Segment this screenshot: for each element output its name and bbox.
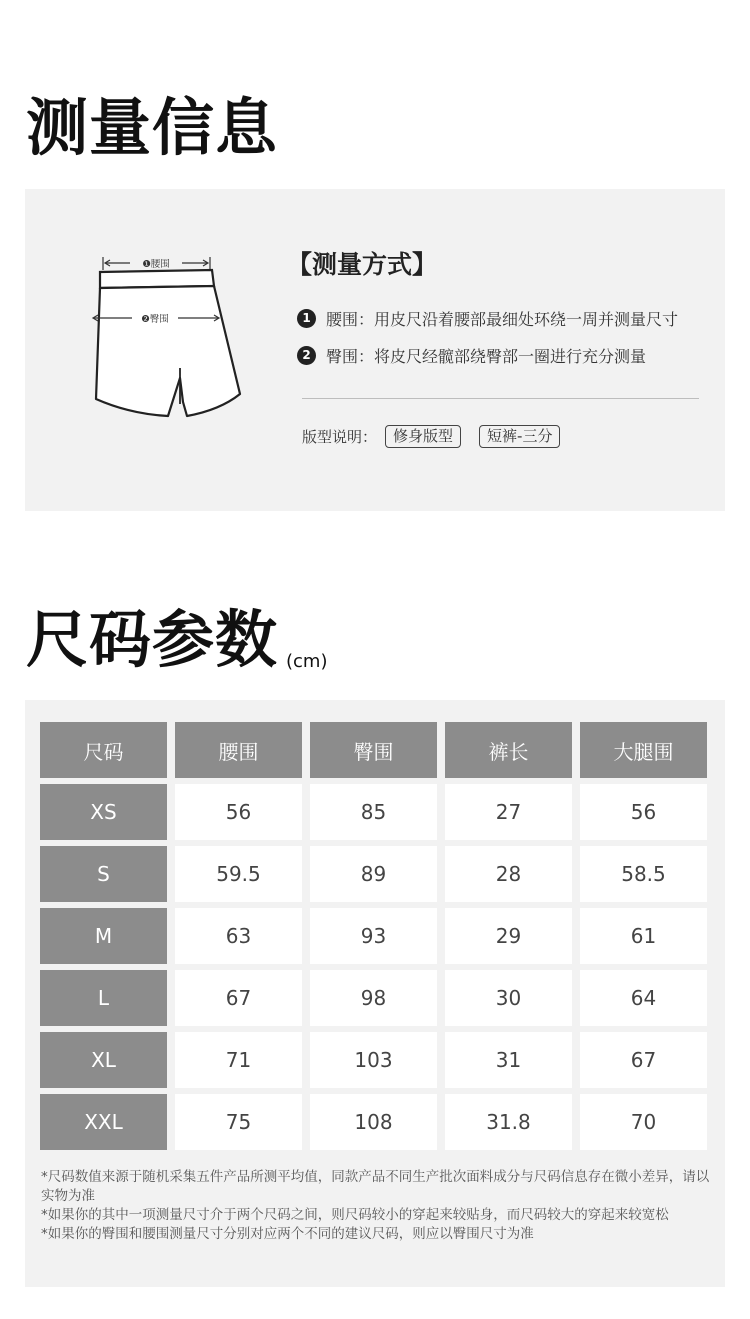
table-cell: 28: [445, 846, 572, 902]
header-cell: 臀围: [310, 722, 437, 778]
size-cell: L: [40, 970, 167, 1026]
method-item: [297, 344, 646, 367]
number-badge: 1: [297, 309, 316, 328]
table-cell: 58.5: [580, 846, 707, 902]
table-row: [40, 784, 707, 840]
table-cell: 29: [445, 908, 572, 964]
size-cell: XL: [40, 1032, 167, 1088]
method-text: 臀围：将皮尺经髋部绕臀部一圈进行充分测量: [326, 347, 647, 366]
table-cell: 108: [310, 1094, 437, 1150]
shorts-diagram: [70, 244, 260, 434]
method-heading: 【测量方式】: [287, 250, 438, 279]
table-cell: 56: [580, 784, 707, 840]
table-row: [40, 1094, 707, 1150]
table-cell: 89: [310, 846, 437, 902]
method-text: 腰围：用皮尺沿着腰部最细处环绕一周并测量尺寸: [326, 310, 679, 329]
header-cell: 大腿围: [580, 722, 707, 778]
size-section-title: 尺码参数: [26, 603, 279, 676]
method-item: [297, 307, 678, 330]
table-cell: 98: [310, 970, 437, 1026]
table-cell: 70: [580, 1094, 707, 1150]
number-badge: 2: [297, 346, 316, 365]
table-cell: 67: [580, 1032, 707, 1088]
table-cell: 93: [310, 908, 437, 964]
table-row: [40, 1032, 707, 1088]
header-cell: 腰围: [175, 722, 302, 778]
header-cell: 尺码: [40, 722, 167, 778]
waist-label: ❶腰围: [142, 259, 170, 270]
fit-description: [302, 425, 560, 448]
note-line: *如果你的臀围和腰围测量尺寸分别对应两个不同的建议尺码，则应以臀围尺寸为准: [41, 1226, 534, 1242]
table-cell: 56: [175, 784, 302, 840]
header-cell: 裤长: [445, 722, 572, 778]
table-cell: 31.8: [445, 1094, 572, 1150]
table-header-row: [40, 722, 707, 778]
note-line: *尺码数值来源于随机采集五件产品所测平均值，同款产品不同生产批次面料成分与尺码信息存在微小差异，请以实物为准: [41, 1169, 710, 1204]
table-cell: 27: [445, 784, 572, 840]
table-cell: 31: [445, 1032, 572, 1088]
table-cell: 63: [175, 908, 302, 964]
table-cell: 30: [445, 970, 572, 1026]
table-row: [40, 846, 707, 902]
table-cell: 67: [175, 970, 302, 1026]
note-line: *如果你的其中一项测量尺寸介于两个尺码之间，则尺码较小的穿起来较贴身，而尺码较大的穿起来较宽松: [41, 1207, 669, 1223]
table-row: [40, 970, 707, 1026]
divider: [302, 398, 699, 399]
fit-tag: 短裤-三分: [479, 425, 560, 448]
table-cell: 75: [175, 1094, 302, 1150]
size-table: [32, 716, 715, 1156]
table-cell: 61: [580, 908, 707, 964]
size-cell: XS: [40, 784, 167, 840]
table-cell: 85: [310, 784, 437, 840]
measure-section-title: 测量信息: [26, 91, 279, 164]
size-cell: M: [40, 908, 167, 964]
size-panel: [25, 700, 725, 1287]
table-row: [40, 908, 707, 964]
fit-label: 版型说明：: [302, 428, 378, 446]
fit-tag: 修身版型: [385, 425, 461, 448]
unit-label: (cm): [286, 651, 328, 672]
table-cell: 103: [310, 1032, 437, 1088]
hip-label: ❷臀围: [141, 314, 169, 325]
size-notes: [41, 1168, 717, 1244]
table-cell: 64: [580, 970, 707, 1026]
table-cell: 59.5: [175, 846, 302, 902]
size-cell: XXL: [40, 1094, 167, 1150]
measurement-panel: [25, 189, 725, 511]
size-cell: S: [40, 846, 167, 902]
table-cell: 71: [175, 1032, 302, 1088]
